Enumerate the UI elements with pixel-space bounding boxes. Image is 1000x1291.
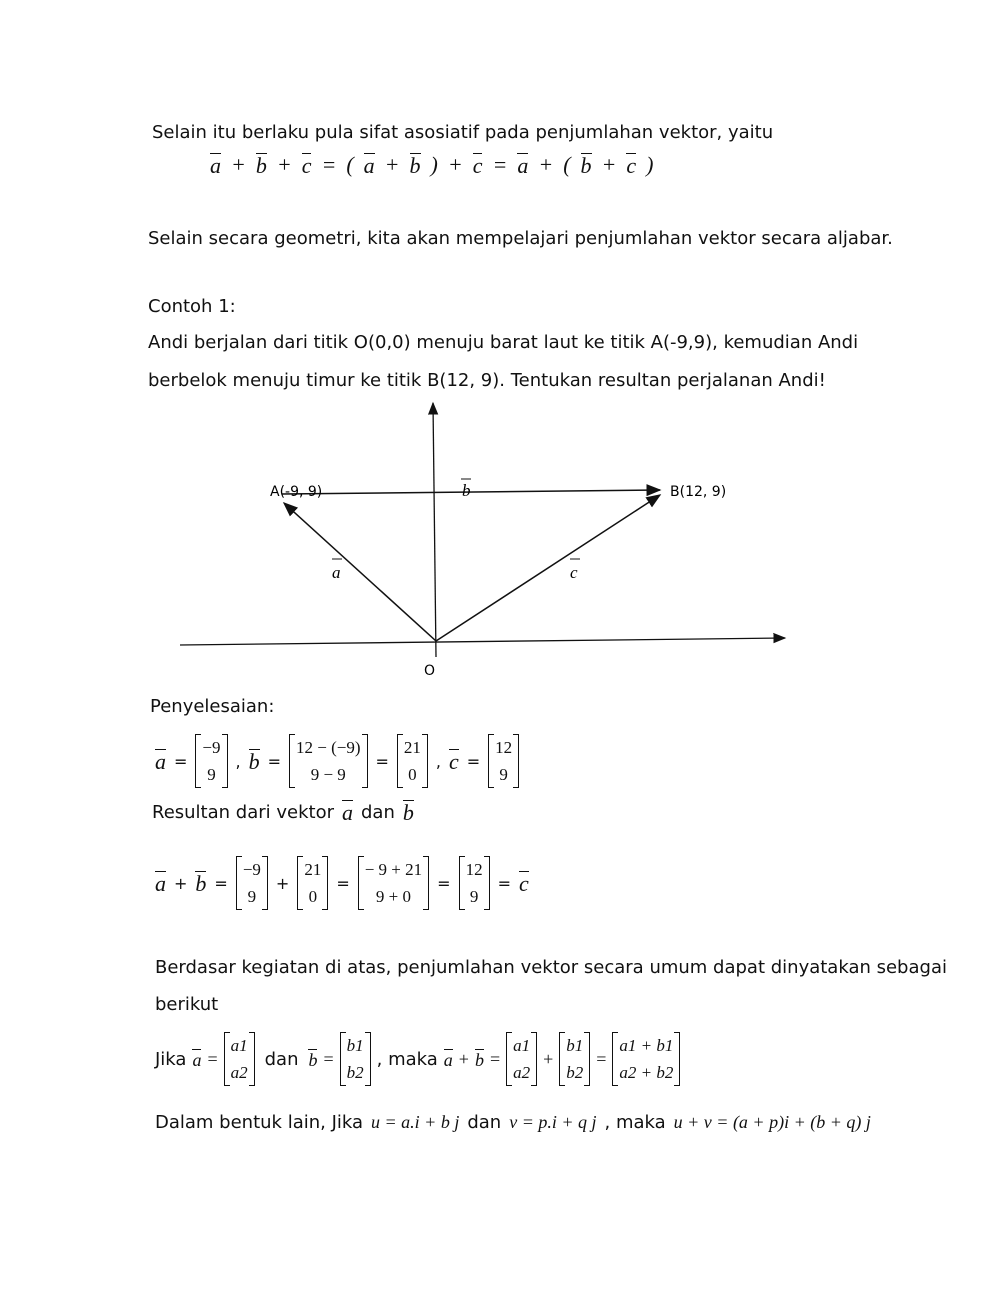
equals: = <box>207 1048 218 1069</box>
resultan-line <box>152 800 414 824</box>
dan-text: dan <box>264 1048 299 1070</box>
matrix-b-expr <box>289 734 368 788</box>
vec-c: c <box>301 153 312 178</box>
contoh-line-1: Andi berjalan dari titik O(0,0) menuju barat laut ke titik A(-9,9), kemudian Andi <box>148 332 859 353</box>
matrix-cell: 21 <box>304 860 322 879</box>
paren: ) <box>646 152 654 177</box>
vec-c-name: c <box>449 749 459 774</box>
plus: + <box>275 873 290 893</box>
matrix-cell: 12 − (−9) <box>296 738 361 757</box>
origin-label: O <box>424 663 436 679</box>
umum-line-1: Berdasar kegiatan di atas, penjumlahan vektor secara umum dapat dinyatakan sebagai <box>155 957 947 978</box>
equals: = <box>437 873 451 893</box>
vec-b-name: b <box>402 800 414 825</box>
matrix-cell: b2 <box>346 1063 364 1082</box>
vec-b: b <box>255 153 267 178</box>
matrix-a-general <box>506 1032 537 1086</box>
equals: = <box>336 873 350 893</box>
vec-b-name: b <box>248 749 260 774</box>
contoh-title: Contoh 1: <box>148 296 236 317</box>
matrix-b-general <box>559 1032 590 1086</box>
matrix-cell: 21 <box>403 738 421 757</box>
point-a-label: A(-9, 9) <box>270 484 323 500</box>
vec-a: a <box>363 153 375 178</box>
matrix-sum-general <box>612 1032 680 1086</box>
plus: + <box>174 873 188 893</box>
op: + <box>447 152 463 177</box>
matrix-cell: − 9 + 21 <box>364 860 423 879</box>
vector-a-arrow <box>284 503 436 641</box>
contoh-line-2: berbelok menuju timur ke titik B(12, 9). Tentukan resultan perjalanan Andi! <box>148 370 826 391</box>
x-axis <box>180 638 785 645</box>
equals: = <box>267 751 281 771</box>
umum-line-2: berikut <box>155 994 219 1015</box>
matrix-cell: −9 <box>202 738 221 757</box>
comma: , <box>435 751 441 771</box>
vec-c-label: c <box>570 563 578 582</box>
equals: = <box>174 751 188 771</box>
equals: = <box>214 873 228 893</box>
matrix <box>236 856 268 910</box>
equals: = <box>323 1048 334 1069</box>
vec-b-name: b <box>474 1050 484 1070</box>
sum-equation <box>155 856 529 910</box>
matrix-cell: 9 + 0 <box>375 887 411 906</box>
matrix-cell: a1 <box>513 1036 531 1055</box>
vec-c-name: c <box>518 871 529 896</box>
vec-b-label: b <box>462 481 471 500</box>
jika-text: Jika <box>155 1048 187 1070</box>
equals: = <box>466 751 481 771</box>
result-expression: u + v = (a + p)i + (b + q) j <box>673 1112 871 1132</box>
matrix-cell: 9 <box>247 887 257 906</box>
comma: , <box>235 751 241 771</box>
point-b-label: B(12, 9) <box>670 484 727 500</box>
op: + <box>276 152 292 177</box>
matrix-b <box>397 734 428 788</box>
plus: + <box>543 1048 554 1069</box>
solusi-title: Penyelesaian: <box>150 696 275 717</box>
op: = <box>492 152 508 177</box>
bentuk-lain-prefix: Dalam bentuk lain, Jika <box>155 1112 364 1133</box>
other-form <box>155 1112 871 1133</box>
matrix-cell: 0 <box>408 765 417 784</box>
vec-c: c <box>626 153 637 178</box>
vec-a-name: a <box>155 871 166 896</box>
vec-a: a <box>517 153 529 178</box>
matrix-cell: −9 <box>242 860 261 879</box>
matrix-cell: 9 <box>499 765 508 784</box>
matrix <box>459 856 490 910</box>
matrix-cell: a1 <box>230 1036 248 1055</box>
matrix-c <box>488 734 519 788</box>
vector-definitions <box>155 734 519 788</box>
vec-a-name: a <box>443 1050 453 1070</box>
vec-b: b <box>580 153 592 178</box>
matrix-cell: b1 <box>566 1036 584 1055</box>
matrix-cell: 9 <box>207 765 216 784</box>
vec-c: c <box>472 153 483 178</box>
matrix-cell: b1 <box>346 1036 364 1055</box>
vec-b-name: b <box>195 871 207 896</box>
geometri-text: Selain secara geometri, kita akan mempelajari penjumlahan vektor secara aljabar. <box>148 228 893 249</box>
equals: = <box>375 751 389 771</box>
matrix-cell: 9 <box>469 887 479 906</box>
paren: ( <box>346 152 354 177</box>
vec-a: a <box>210 153 221 178</box>
plus: + <box>458 1048 469 1069</box>
matrix-cell: 12 <box>495 738 513 757</box>
matrix-a <box>195 734 227 788</box>
op: + <box>601 152 617 177</box>
matrix-cell: b2 <box>566 1063 584 1082</box>
op: = <box>321 152 337 177</box>
vec-a-name: a <box>155 749 166 774</box>
matrix <box>358 856 429 910</box>
y-axis <box>433 403 436 657</box>
vec-b: b <box>409 153 421 178</box>
matrix-cell: 12 <box>465 860 483 879</box>
vector-c-arrow <box>436 495 660 641</box>
general-form <box>155 1032 680 1086</box>
vector-diagram <box>0 395 1000 695</box>
maka-text: , maka <box>604 1112 666 1133</box>
vec-a-name: a <box>341 800 353 825</box>
matrix-cell: a2 <box>230 1063 248 1082</box>
paren: ( <box>563 152 571 177</box>
matrix-cell: 9 − 9 <box>310 765 346 784</box>
associative-equation <box>210 152 653 178</box>
paren: ) <box>430 152 438 177</box>
u-expression: u = a.i + b j <box>371 1112 460 1132</box>
maka-text: , maka <box>376 1048 438 1070</box>
matrix-a-general <box>224 1032 255 1086</box>
equals: = <box>497 873 511 893</box>
op: + <box>538 152 554 177</box>
matrix-cell: a1 + b1 <box>619 1036 674 1055</box>
matrix <box>297 856 328 910</box>
dan-text: dan <box>467 1112 502 1133</box>
v-expression: v = p.i + q j <box>509 1112 597 1132</box>
matrix-b-general <box>340 1032 371 1086</box>
equals: = <box>596 1048 607 1069</box>
equals: = <box>489 1048 501 1069</box>
matrix-cell: a2 + b2 <box>619 1063 674 1082</box>
op: + <box>231 152 246 177</box>
intro-text: Selain itu berlaku pula sifat asosiatif pada penjumlahan vektor, yaitu <box>152 122 774 143</box>
matrix-cell: 0 <box>308 887 318 906</box>
vec-a-name: a <box>192 1050 202 1070</box>
vec-a-label: a <box>332 563 341 582</box>
dan-text: dan <box>360 801 395 823</box>
vec-b-name: b <box>308 1050 318 1070</box>
op: + <box>384 152 400 177</box>
vector-b-arrow <box>282 490 660 494</box>
matrix-cell: a2 <box>513 1063 531 1082</box>
resultan-text: Resultan dari vektor <box>152 801 334 823</box>
